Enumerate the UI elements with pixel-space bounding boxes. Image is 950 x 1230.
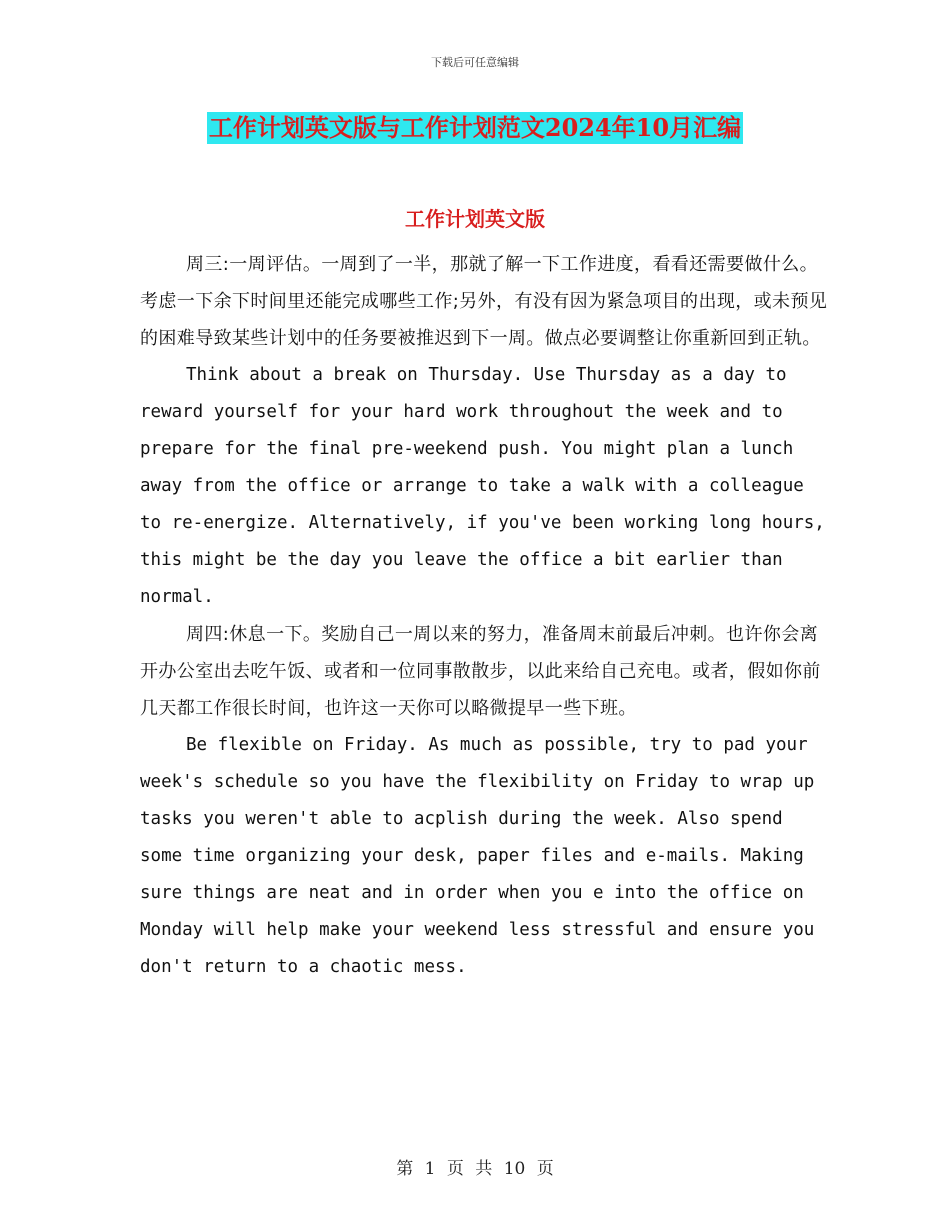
paragraph-friday-en: Be flexible on Friday. As much as possible, try to pad your week's schedule so you have the flexibility on Friday to wrap up tasks you weren't able to acplish during the week. Also spend some time organizing your desk, paper files and e-mails. Making sure things are neat and in order when you e into the office on Monday will help make your weekend less stressful and ensure you don't return to a chaotic mess.	[140, 735, 825, 977]
document-title: 工作计划英文版与工作计划范文2024年10月汇编	[208, 113, 742, 142]
page-header-note: 下载后可任意编辑	[431, 56, 519, 69]
section-title: 工作计划英文版	[405, 207, 545, 231]
document-body	[140, 246, 836, 986]
document-title-container	[0, 112, 950, 144]
paragraph-thursday-cn: 周四:休息一下。奖励自己一周以来的努力，准备周末前最后冲刺。也许你会离开办公室出去吃午饭、或者和一位同事散散步，以此来给自己充电。或者，假如你前几天都工作很长时间，也许这一天你可以略微提早一些下班。	[140, 624, 821, 719]
page-number-footer: 第 1 页 共 10 页	[396, 1159, 554, 1179]
paragraph-thursday-en: Think about a break on Thursday. Use Thursday as a day to reward yourself for your hard work throughout the week and to prepare for the final pre-weekend push. You might plan a lunch away from the office or arrange to take a walk with a colleague to re-energize. Alternatively, if you've been working long hours, this might be the day you leave the office a bit earlier than normal.	[140, 365, 836, 607]
paragraph-wednesday-cn: 周三:一周评估。一周到了一半，那就了解一下工作进度，看看还需要做什么。考虑一下余下时间里还能完成哪些工作;另外，有没有因为紧急项目的出现，或未预见的困难导致某些计划中的任务要被推迟到下一周。做点必要调整让你重新回到正轨。	[140, 254, 828, 349]
